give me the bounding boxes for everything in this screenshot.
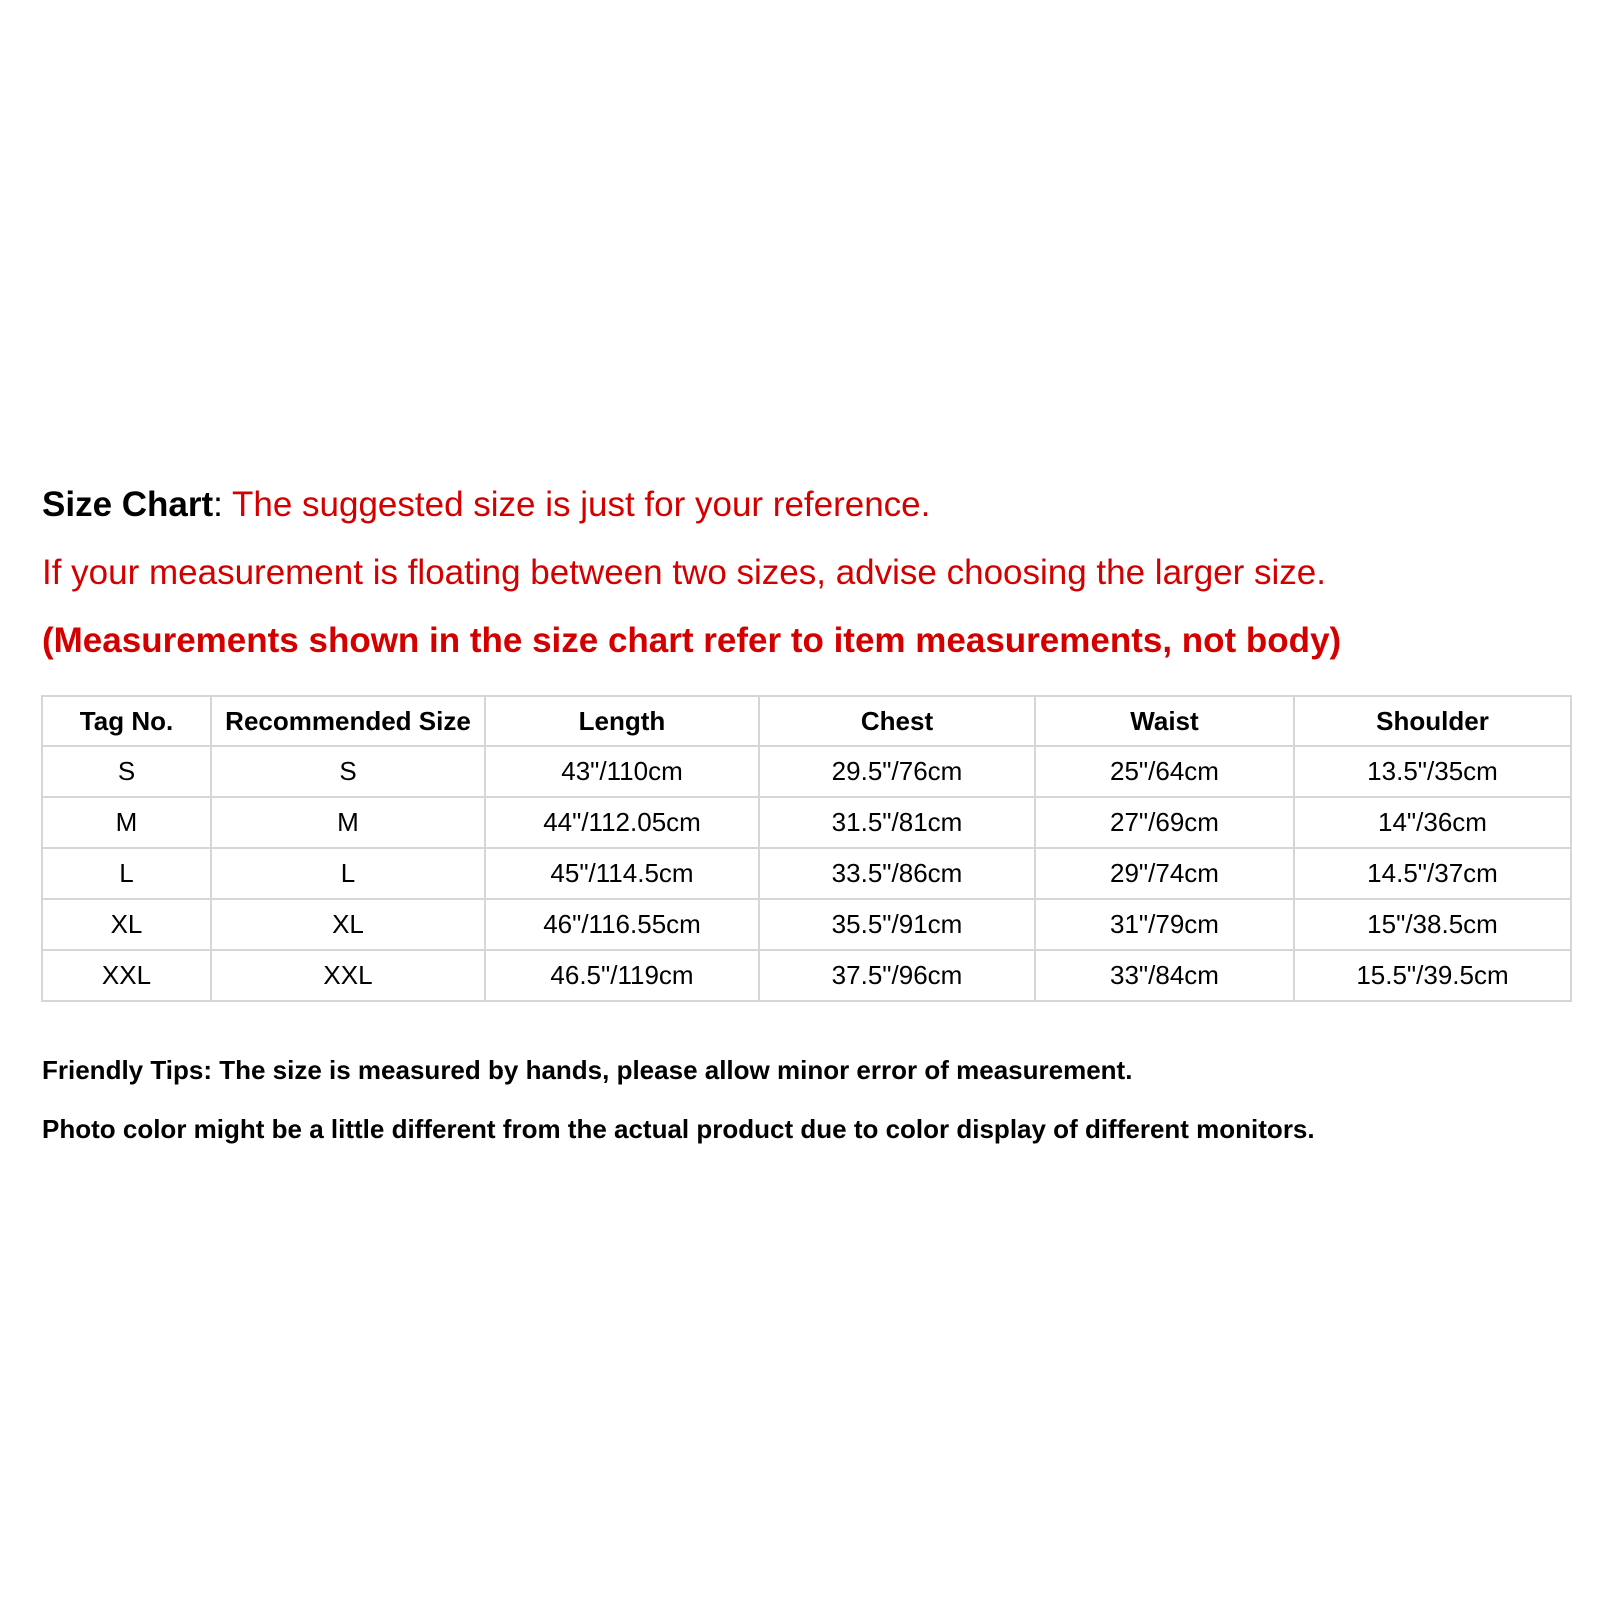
cell-length: 43"/110cm [485,746,759,797]
header-recommended-size: Recommended Size [211,696,485,746]
cell-length: 44"/112.05cm [485,797,759,848]
cell-chest: 31.5"/81cm [759,797,1035,848]
title-label: Size Chart [42,485,214,524]
table-row [42,848,1571,899]
cell-waist: 31"/79cm [1035,899,1294,950]
advice-text: If your measurement is floating between two sizes, advise choosing the larger size. [42,553,1326,592]
friendly-tip: Friendly Tips: The size is measured by hands, please allow minor error of measurement. [42,1055,1133,1085]
photo-color-note: Photo color might be a little different from the actual product due to color display of different monitors. [42,1114,1315,1144]
cell-recommended-size: XL [211,899,485,950]
cell-shoulder: 15.5"/39.5cm [1294,950,1571,1001]
table-row [42,746,1571,797]
cell-shoulder: 14.5"/37cm [1294,848,1571,899]
cell-recommended-size: S [211,746,485,797]
cell-chest: 35.5"/91cm [759,899,1035,950]
table-header-row [42,696,1571,746]
size-table [41,695,1572,1002]
cell-length: 46"/116.55cm [485,899,759,950]
cell-tag-no: L [42,848,211,899]
table-row [42,950,1571,1001]
title-separator: : [213,485,223,524]
cell-chest: 37.5"/96cm [759,950,1035,1001]
cell-shoulder: 13.5"/35cm [1294,746,1571,797]
header-shoulder: Shoulder [1294,696,1571,746]
cell-tag-no: XL [42,899,211,950]
cell-waist: 33"/84cm [1035,950,1294,1001]
cell-tag-no: M [42,797,211,848]
cell-shoulder: 15"/38.5cm [1294,899,1571,950]
header-chest: Chest [759,696,1035,746]
cell-recommended-size: L [211,848,485,899]
cell-tag-no: S [42,746,211,797]
measurement-note: (Measurements shown in the size chart refer to item measurements, not body) [42,621,1342,660]
title-subtitle: The suggested size is just for your reference. [222,485,931,524]
size-chart-title [42,485,930,525]
header-waist: Waist [1035,696,1294,746]
cell-recommended-size: XXL [211,950,485,1001]
cell-chest: 33.5"/86cm [759,848,1035,899]
cell-waist: 25"/64cm [1035,746,1294,797]
header-length: Length [485,696,759,746]
cell-waist: 29"/74cm [1035,848,1294,899]
cell-tag-no: XXL [42,950,211,1001]
cell-shoulder: 14"/36cm [1294,797,1571,848]
table-row [42,797,1571,848]
cell-chest: 29.5"/76cm [759,746,1035,797]
cell-recommended-size: M [211,797,485,848]
header-tag-no: Tag No. [42,696,211,746]
table-row [42,899,1571,950]
cell-length: 45"/114.5cm [485,848,759,899]
cell-length: 46.5"/119cm [485,950,759,1001]
cell-waist: 27"/69cm [1035,797,1294,848]
